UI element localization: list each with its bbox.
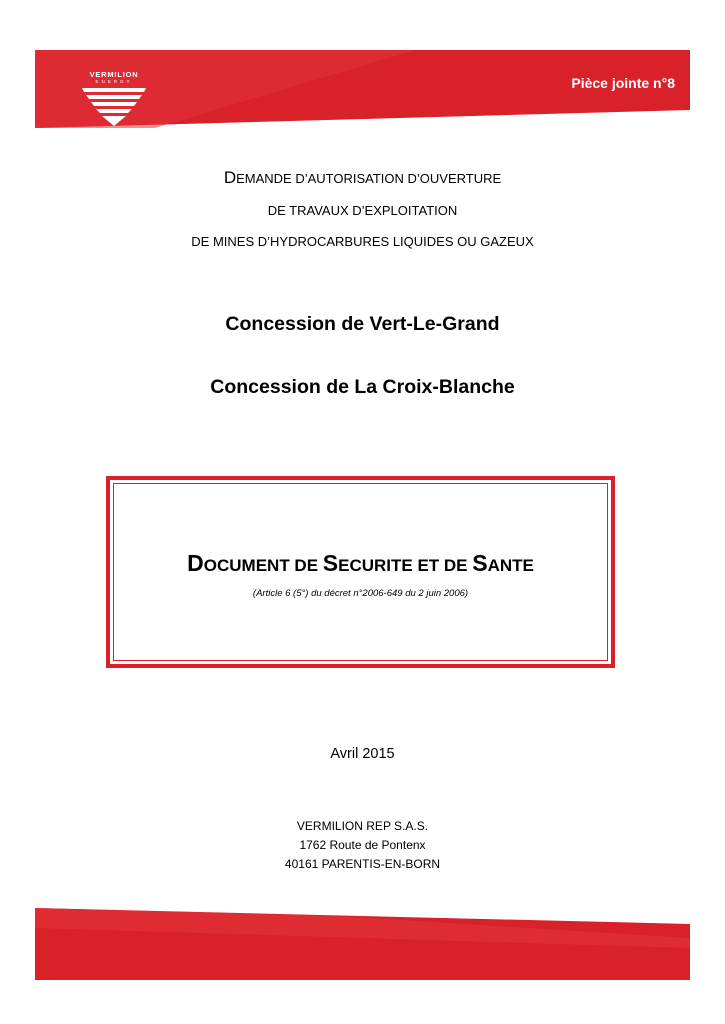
company-city: 40161 PARENTIS-EN-BORN (284, 857, 441, 871)
attachment-number: Pièce jointe n°8 (571, 75, 675, 91)
request-title (0, 170, 725, 187)
concession-vert-le-grand: Concession de Vert-Le-Grand (225, 313, 500, 335)
logo-subtitle: ENERGY (95, 79, 133, 84)
company-name: VERMILION REP S.A.S. (296, 819, 429, 833)
vermilion-logo (78, 70, 150, 126)
logo-wordmark: VERMILION (89, 70, 139, 79)
request-title-line-3-wrap (0, 234, 725, 250)
request-title-line-1: DEMANDE D’AUTORISATION D’OUVERTURE (223, 168, 502, 187)
logo-emblem-icon (78, 86, 150, 126)
request-title-line-3: DE MINES D’HYDROCARBURES LIQUIDES OU GAZEUX (191, 234, 534, 249)
footer-band (35, 908, 690, 980)
document-subtitle: (Article 6 (5°) du décret n°2006-649 du 2 juin 2006) (252, 588, 469, 599)
document-date: Avril 2015 (330, 746, 395, 762)
request-title-line-2: DE TRAVAUX D’EXPLOITATION (267, 203, 458, 218)
document-title-box (106, 476, 615, 668)
company-street: 1762 Route de Pontenx (299, 838, 426, 852)
company-address (0, 817, 725, 874)
concession-la-croix-blanche: Concession de La Croix-Blanche (210, 376, 515, 398)
document-title: DOCUMENT DE SECURITE ET DE SANTE (187, 550, 534, 576)
request-title-line-2-wrap (0, 203, 725, 219)
